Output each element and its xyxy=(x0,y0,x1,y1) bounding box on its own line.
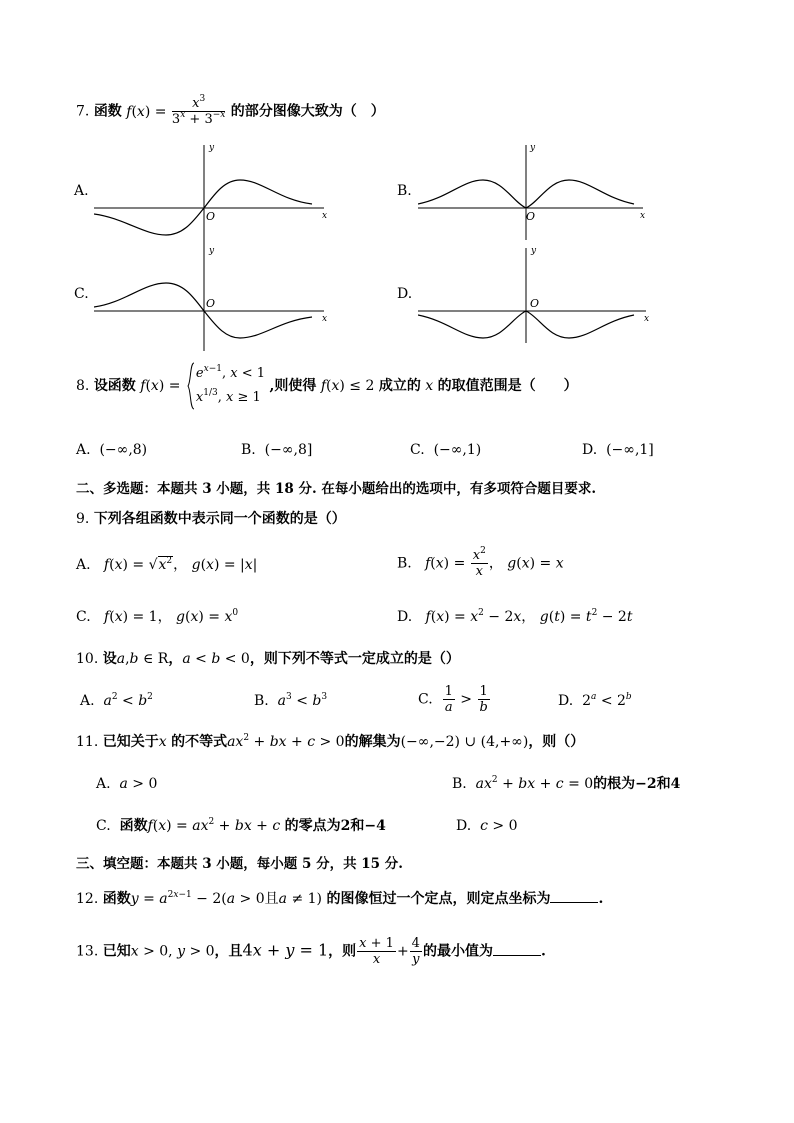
q8-var: x xyxy=(425,378,434,394)
option-label: A. xyxy=(80,693,95,709)
q11-option-c[interactable]: C. 函数$f(x) = ax^2$ + bx + c 的零点为2和−4 xyxy=(96,817,386,834)
q8-option-b[interactable] xyxy=(241,441,312,459)
q8-piecewise: f(x) = $e^{x-1}$, x < 1 $x^{1/3}$, x ≥ 1 xyxy=(140,378,269,394)
q11-text-mid: 的不等式 xyxy=(171,734,228,750)
origin-label: O xyxy=(206,297,216,310)
q9-option-a[interactable]: A. $f(x) = √x^2$， g(x) = |x| xyxy=(76,556,258,573)
q7-option-d-graph[interactable] xyxy=(418,243,658,353)
q9-number: 9. xyxy=(76,511,90,527)
option-value: (−∞,1] xyxy=(606,442,654,458)
q11-optc-after: 的零点为2和−4 xyxy=(284,818,386,834)
q12-answer-blank[interactable] xyxy=(550,890,598,903)
q11-text-before: 已知关于 xyxy=(102,734,159,750)
q11-option-a[interactable]: A. a > 0 xyxy=(96,776,158,792)
q10-text-after: ，则下列不等式一定成立的是（） xyxy=(249,651,460,667)
q13-text-mid2: ，则 xyxy=(328,943,357,960)
option-value: (−∞,8) xyxy=(99,442,148,458)
q13-text-end: . xyxy=(540,943,546,960)
q11-text-after: ，则（） xyxy=(528,734,585,750)
section3-heading: 三、填空题：本题共 3 小题，每小题 5 分，共 15 分. xyxy=(76,856,403,872)
q7-stem xyxy=(76,96,385,127)
option-value: (−∞,1) xyxy=(433,442,482,458)
q12-stem: 12. 函数$y = a^{2x-1} - 2(a > 0$且a ≠ 1) 的图像恒过一个定点，则定点坐标为 . xyxy=(76,890,604,907)
q13-stem: 13. 已知x > 0, y > 0，且4x + y = 1，则 $\frac{x + 1}{x}$ + $\frac{4}{y}$ 的最小值为 . xyxy=(76,936,546,967)
q9-option-d[interactable]: D. $f(x) = x^2 - 2x$， $g(t) = t^2 - 2t$ xyxy=(397,608,633,625)
q8-option-d[interactable] xyxy=(582,441,654,459)
q11-number: 11. xyxy=(76,734,99,750)
option-label: B. xyxy=(452,776,467,792)
q10-text-mid: ， xyxy=(168,651,183,667)
q11-text-mid2: 的解集为 xyxy=(344,734,401,750)
q7-option-a-graph[interactable] xyxy=(94,140,344,250)
q7-option-c-label: C. xyxy=(74,286,89,302)
q12-text-before: 函数 xyxy=(102,891,131,907)
option-label: B. xyxy=(241,442,256,458)
option-label: D. xyxy=(582,442,598,458)
q9-text: 下列各组函数中表示同一个函数的是（） xyxy=(93,511,346,527)
origin-label: O xyxy=(530,297,540,310)
q8-number: 8. xyxy=(76,378,90,394)
q7-option-b-graph[interactable] xyxy=(418,140,653,250)
option-label: D. xyxy=(558,693,574,709)
q7-option-c-graph[interactable] xyxy=(94,243,344,353)
q13-number: 13. xyxy=(76,943,99,960)
q8-option-c[interactable] xyxy=(410,441,481,459)
q9-stem xyxy=(76,510,346,528)
section2-heading: 二、多选题：本题共 3 小题，共 18 分. 在每小题给出的选项中，有多项符合题目要求. xyxy=(76,481,597,497)
option-label: C. xyxy=(76,609,91,625)
q10-option-b[interactable]: B. $a^3 < b^3$ xyxy=(254,692,328,709)
option-label: A. xyxy=(96,776,111,792)
option-label: B. xyxy=(254,693,269,709)
q7-option-d-label: D. xyxy=(397,286,413,302)
q8-text-after: 成立的 xyxy=(378,378,421,394)
q10-number: 10. xyxy=(76,651,99,667)
option-label: C. xyxy=(418,691,433,708)
axis-x-label: x xyxy=(322,211,328,221)
q7-text-after: 的部分图像大致为（ ） xyxy=(230,103,385,120)
q10-text-before: 设 xyxy=(102,651,117,667)
axis-y-label: y xyxy=(531,246,537,256)
q7-option-a-label: A. xyxy=(74,183,89,199)
option-label: D. xyxy=(456,818,472,834)
q13-answer-blank[interactable] xyxy=(493,943,541,956)
q12-text-end: . xyxy=(598,891,604,907)
origin-label: O xyxy=(526,210,536,223)
axis-x-label: x xyxy=(640,211,646,221)
q7-number: 7. xyxy=(76,103,90,120)
axis-y-label: y xyxy=(209,143,215,153)
q11-option-b[interactable]: B. $ax^2$ + bx + c = 0的根为−2和4 xyxy=(452,775,681,792)
q8-text-mid: ,则使得 xyxy=(269,378,317,394)
q11-option-d[interactable]: D. c > 0 xyxy=(456,818,518,834)
option-value: (−∞,8] xyxy=(264,442,313,458)
option-label: A. xyxy=(76,557,91,573)
origin-label: O xyxy=(206,210,216,223)
q8-text-before: 设函数 xyxy=(93,378,136,394)
q10-stem: 10. 设a,b ∈ R，a < b < 0，则下列不等式一定成立的是（） xyxy=(76,651,460,667)
q10-option-a[interactable]: A. $a^2 < b^2$ xyxy=(80,692,153,709)
q10-option-d[interactable]: D. $2^a < 2^b$ xyxy=(558,692,632,709)
q7-formula: f(x) = $\frac{x^3}{3^x + 3^{-x}}$ xyxy=(126,94,226,127)
axis-y-label: y xyxy=(530,143,536,153)
axis-x-label: x xyxy=(322,314,328,324)
q8-option-a[interactable] xyxy=(76,441,147,459)
q12-text-after: 的图像恒过一个定点，则定点坐标为 xyxy=(326,891,551,907)
option-label: C. xyxy=(410,442,425,458)
option-label: C. xyxy=(96,818,111,834)
axis-x-label: x xyxy=(644,314,650,324)
option-label: A. xyxy=(76,442,91,458)
q11-optc-before: 函数 xyxy=(119,818,148,834)
q8-condition: f(x) ≤ 2 xyxy=(320,378,375,394)
q13-text-before: 已知 xyxy=(102,943,131,960)
q8-text-end: 的取值范围是（ ） xyxy=(437,378,578,394)
q12-number: 12. xyxy=(76,891,99,907)
q10-option-c[interactable]: C. $\frac{1}{a}$ > $\frac{1}{b}$ xyxy=(418,684,488,715)
q13-text-after: 的最小值为 xyxy=(422,943,493,960)
q9-option-c[interactable]: C. f(x) = 1， $g(x) = x^0$ xyxy=(76,608,239,625)
q7-option-b-label: B. xyxy=(397,183,412,199)
q13-text-mid: ，且 xyxy=(214,943,243,960)
option-label: D. xyxy=(397,609,413,625)
q11-stem: 11. 已知关于x 的不等式$ax^2$ + bx + c > 0的解集为(−∞,−2) ∪ (4,+∞)，则（） xyxy=(76,733,585,750)
q11-optb-text: 的根为−2和4 xyxy=(593,776,681,792)
option-label: B. xyxy=(397,555,412,572)
q7-text-before: 函数 xyxy=(93,103,122,120)
q9-option-b[interactable]: B. f(x) = $\frac{x^2}{x}$ ， g(x) = x xyxy=(397,546,564,579)
axis-y-label: y xyxy=(209,246,215,256)
q8-stem xyxy=(76,362,578,410)
